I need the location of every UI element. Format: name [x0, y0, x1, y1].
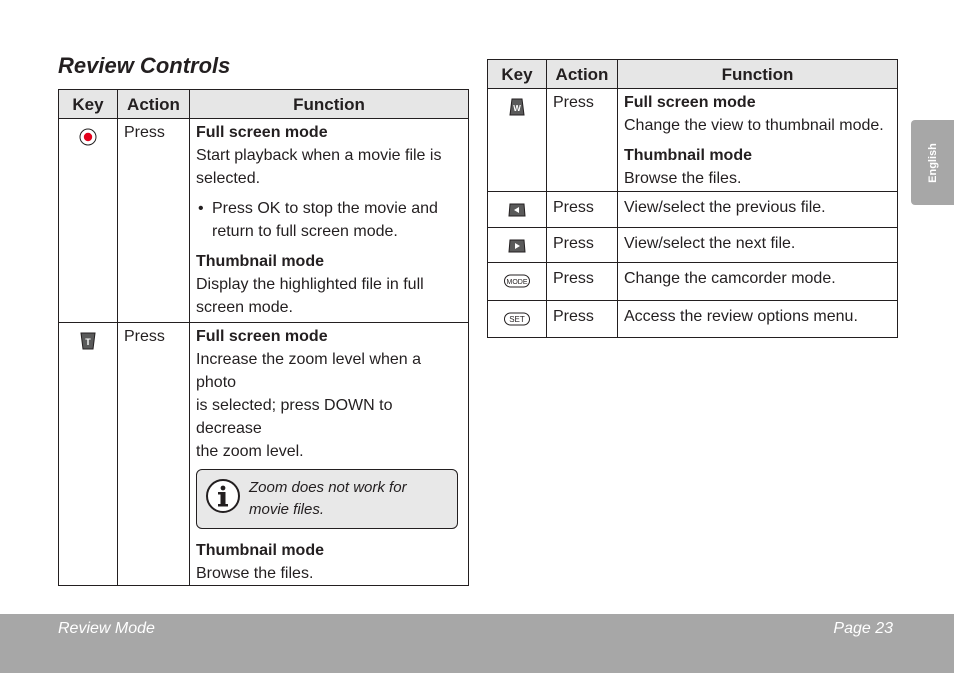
- header-function: Function: [618, 60, 898, 89]
- function-heading: Full screen mode: [196, 124, 328, 141]
- action-text: Press: [124, 328, 165, 345]
- ok-record-button-icon: [79, 128, 97, 153]
- key-cell: [488, 301, 547, 338]
- action-cell: [547, 89, 618, 192]
- function-text: the zoom level.: [196, 443, 304, 460]
- action-text: Press: [553, 199, 594, 216]
- function-text: Access the review options menu.: [624, 308, 858, 325]
- function-cell: [190, 323, 469, 586]
- function-cell: [618, 301, 898, 338]
- note-text: Zoom does not work for: [249, 479, 407, 496]
- table-row: [488, 192, 898, 228]
- left-button-icon: [508, 201, 526, 224]
- right-button-icon: [508, 237, 526, 260]
- table-row: [59, 323, 469, 586]
- bullet-dot: •: [198, 200, 204, 217]
- function-text: selected.: [196, 170, 261, 187]
- function-cell: [618, 228, 898, 263]
- header-key: Key: [488, 60, 547, 89]
- function-cell: [618, 192, 898, 228]
- header-action: Action: [118, 90, 190, 119]
- function-heading: Thumbnail mode: [624, 147, 752, 164]
- page-footer: [0, 614, 954, 673]
- action-text: Press: [553, 235, 594, 252]
- mode-label: MODE: [506, 279, 528, 286]
- function-cell: [618, 263, 898, 301]
- zoom-tele-button-icon: [80, 332, 96, 357]
- function-text: Change the view to thumbnail mode.: [624, 117, 884, 134]
- review-controls-table-right: [487, 59, 898, 338]
- function-text: Change the camcorder mode.: [624, 270, 836, 287]
- table-header-row: [59, 90, 469, 119]
- bullet-item: [196, 197, 462, 243]
- bullet-text: Press OK to stop the movie and: [212, 200, 438, 217]
- function-text: Display the highlighted file in full: [196, 276, 424, 293]
- key-cell: [488, 263, 547, 301]
- action-cell: [547, 228, 618, 263]
- language-label: English: [926, 142, 939, 183]
- language-side-tab: [911, 120, 954, 205]
- mode-button-icon: [504, 272, 530, 295]
- function-text: View/select the next file.: [624, 235, 796, 252]
- function-heading: Thumbnail mode: [196, 542, 324, 559]
- action-text: Press: [553, 270, 594, 287]
- function-text: Start playback when a movie file is: [196, 147, 442, 164]
- action-cell: [547, 192, 618, 228]
- key-cell: [59, 323, 118, 586]
- set-button-icon: [504, 310, 530, 333]
- zoom-wide-button-icon: [509, 98, 525, 123]
- page-title: Review Controls: [58, 53, 231, 78]
- note-text: movie files.: [249, 501, 325, 518]
- function-text: screen mode.: [196, 299, 293, 316]
- key-cell: [488, 89, 547, 192]
- action-cell: [118, 119, 190, 323]
- header-action: Action: [547, 60, 618, 89]
- action-cell: [547, 301, 618, 338]
- svg-text:W: W: [513, 104, 521, 113]
- footer-section-title: Review Mode: [58, 620, 155, 637]
- action-text: Press: [553, 308, 594, 325]
- set-label: SET: [509, 315, 525, 324]
- function-heading: Full screen mode: [624, 94, 756, 111]
- function-cell: [190, 119, 469, 323]
- function-text: Browse the files.: [196, 565, 314, 582]
- table-row: [488, 263, 898, 301]
- review-controls-table-left: [58, 89, 469, 586]
- table-row: [488, 89, 898, 192]
- header-key: Key: [59, 90, 118, 119]
- function-heading: Thumbnail mode: [196, 253, 324, 270]
- svg-text:T: T: [85, 337, 91, 347]
- header-function: Function: [190, 90, 469, 119]
- table-row: [59, 119, 469, 323]
- function-text: Increase the zoom level when a photo: [196, 351, 422, 391]
- info-icon: [205, 478, 241, 521]
- footer-page-number: Page 23: [833, 620, 893, 637]
- bullet-text: return to full screen mode.: [212, 223, 398, 240]
- table-header-row: [488, 60, 898, 89]
- function-text: Browse the files.: [624, 170, 742, 187]
- function-text: View/select the previous file.: [624, 199, 826, 216]
- action-text: Press: [553, 94, 594, 111]
- action-cell: [547, 263, 618, 301]
- action-cell: [118, 323, 190, 586]
- table-row: [488, 228, 898, 263]
- key-cell: [488, 192, 547, 228]
- key-cell: [488, 228, 547, 263]
- key-cell: [59, 119, 118, 323]
- function-text: is selected; press DOWN to decrease: [196, 397, 393, 437]
- info-note: [196, 469, 458, 529]
- function-cell: [618, 89, 898, 192]
- function-heading: Full screen mode: [196, 328, 328, 345]
- table-row: [488, 301, 898, 338]
- action-text: Press: [124, 124, 165, 141]
